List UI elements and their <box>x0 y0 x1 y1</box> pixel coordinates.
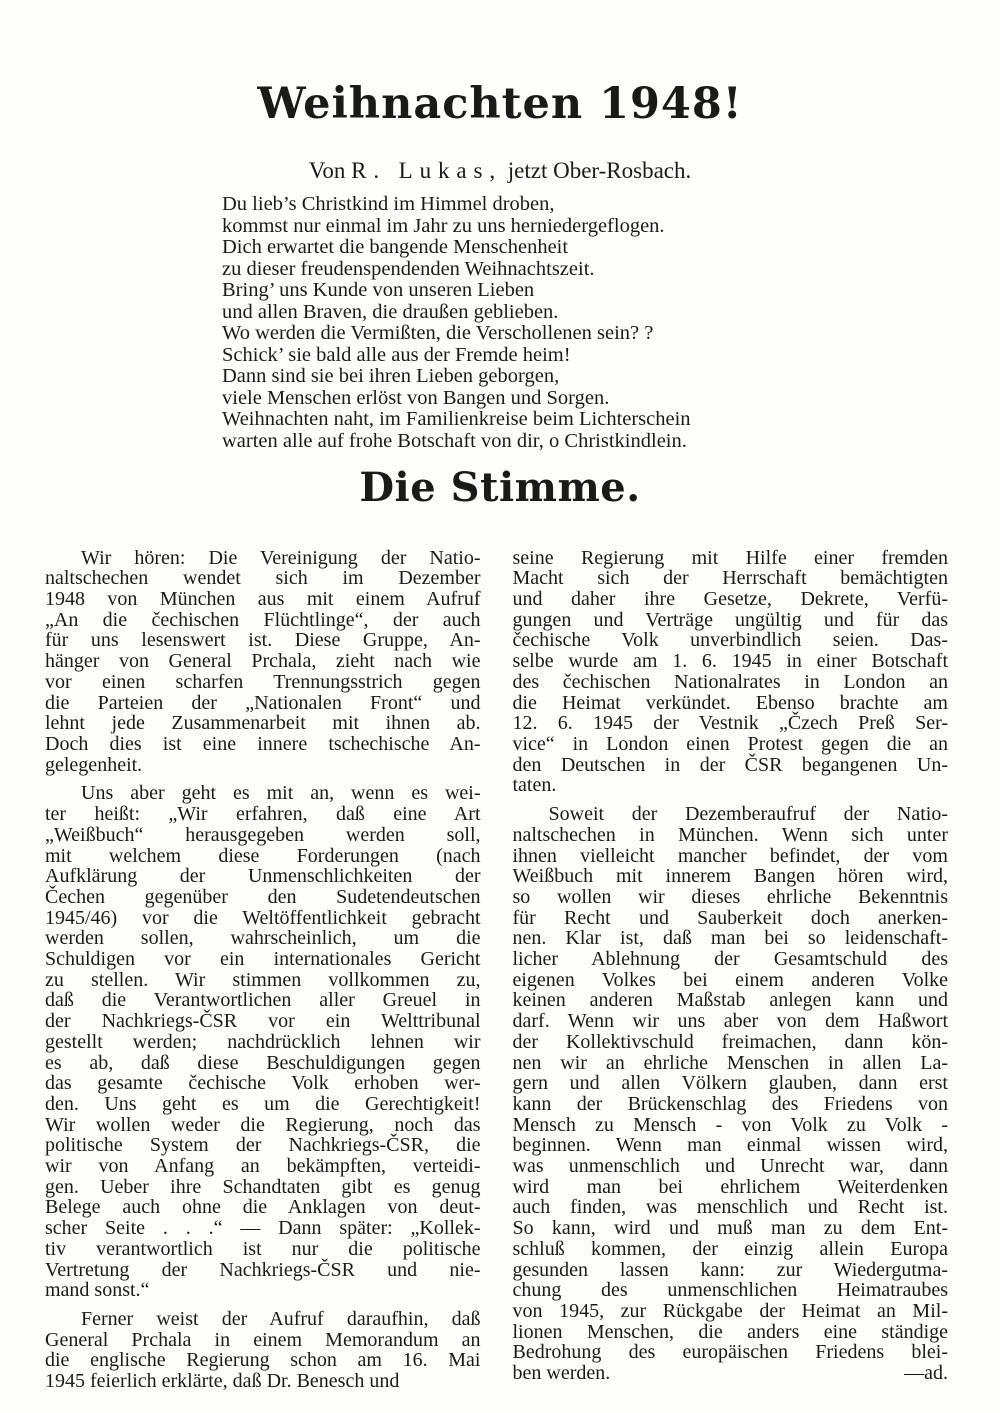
page-title: Weihnachten 1948! <box>257 78 743 129</box>
text-line: keinen anderen Maßstab anlegen kann und <box>512 989 948 1012</box>
poem-line: zu dieser freudenspendenden Weihnachtszeit. <box>222 257 595 280</box>
poem-line: kommst nur einmal im Jahr zu uns herniedergeflogen. <box>222 214 665 237</box>
text-line: Schuldigen vor ein internationales Gericht <box>45 948 481 971</box>
text-line: Aufklärung der Unmenschlichkeiten der <box>45 865 481 888</box>
text-line: chung des unmenschlichen Heimatraubes <box>512 1279 948 1302</box>
text-line: gen. Ueber ihre Schandtaten gibt es genug <box>45 1175 481 1198</box>
text-line: ihnen vielleicht mancher befindet, der vom <box>512 844 948 867</box>
text-line: schluß kommen, der einzig allein Europa <box>512 1237 948 1260</box>
text-line: 12. 6. 1945 der Vestnik „Čzech Preß Ser- <box>512 712 948 735</box>
text-line: Uns aber geht es mit an, wenn es wei- <box>81 782 481 805</box>
text-line: Bedrohung des europäischen Friedens blei- <box>512 1341 948 1364</box>
author-name: R. Lukas, <box>351 157 503 183</box>
text-line: Soweit der Dezemberaufruf der Natio- <box>548 803 948 826</box>
text-line: „An die čechischen Flüchtlinge“, der auch <box>45 608 481 631</box>
text-line: Doch dies ist eine innere tschechische An- <box>45 733 481 755</box>
text-line: vor einen scharfen Trennungsstrich gegen <box>45 670 481 693</box>
byline-prefix: Von <box>308 157 346 183</box>
text-line: lehnt jede Zusammenarbeit mit ihnen ab. <box>45 712 481 735</box>
text-line: der Nachkriegs-ČSR vor ein Welttribunal <box>45 1010 481 1033</box>
text-line: nen wir an ehrliche Menschen in allen La- <box>512 1051 948 1074</box>
poem-line: Weihnachten naht, im Familienkreise beim Lichterschein <box>222 408 691 431</box>
poem-line: Bring’ uns Kunde von unseren Lieben <box>222 279 535 302</box>
text-line: gern und allen Völkern glauben, dann erst <box>512 1072 948 1095</box>
byline <box>0 157 1000 185</box>
text-line: auch finden, was menschlich und Recht ist. <box>512 1196 948 1219</box>
text-line: ter heißt: „Wir erfahren, daß eine Art <box>45 803 481 826</box>
byline-suffix: jetzt Ober-Rosbach. <box>507 157 692 183</box>
column-left <box>45 548 481 1392</box>
text-line: Wir wollen weder die Regierung, noch das <box>45 1113 481 1136</box>
paragraph <box>45 548 481 776</box>
text-line <box>513 1363 949 1384</box>
text-line: Mensch zu Mensch - von Volk zu Volk - <box>512 1113 948 1136</box>
text-line: beginnen. Wenn man einmal wissen wird, <box>512 1134 948 1157</box>
text-line: für uns lesenswert ist. Diese Gruppe, An- <box>45 629 481 652</box>
text-line: lionen Menschen, die anders eine ständige <box>512 1320 948 1343</box>
text-line: für Recht und Sauberkeit doch anerken- <box>512 906 948 929</box>
text-line: Weißbuch mit innerem Bangen hören wird, <box>512 865 948 888</box>
text-line: nen. Klar ist, daß man bei so leidenschaft- <box>512 927 948 950</box>
paragraph <box>513 548 949 796</box>
text-line: gelegenheit. <box>45 753 143 776</box>
text-line: tiv verantwortlich ist nur die politische <box>45 1237 481 1260</box>
text-line: darf. Wenn wir uns aber von dem Haßwort <box>512 1010 948 1033</box>
poem-line: warten alle auf frohe Botschaft von dir, o Christkindlein. <box>222 429 687 452</box>
text-line: die Parteien der „Nationalen Front“ und <box>45 691 481 714</box>
text-line: Čechen gegenüber den Sudetendeutschen <box>45 885 481 908</box>
text-line-end: ben werden. <box>512 1362 611 1385</box>
text-line: von 1945, zur Rückgabe der Heimat an Mil- <box>512 1299 948 1322</box>
text-line: es ab, daß diese Beschuldigungen gegen <box>45 1051 481 1074</box>
paragraph <box>513 804 949 1384</box>
text-line: hänger von General Prchala, zieht nach wie <box>45 650 481 673</box>
poem-line: Du lieb’s Christkind im Himmel droben, <box>222 193 555 216</box>
text-line: der Kollektivschuld freimachen, dann kön- <box>512 1030 948 1053</box>
text-line: Vertretung der Nachkriegs-ČSR und nie- <box>45 1258 481 1281</box>
column-right <box>513 548 949 1392</box>
text-line: des čechischen Nationalrates in London an <box>512 670 948 693</box>
poem-line: und allen Braven, die draußen geblieben. <box>222 300 559 323</box>
author-signature: —ad. <box>904 1362 948 1385</box>
text-line: „Weißbuch“ herausgegeben werden soll, <box>45 823 481 846</box>
text-line: taten. <box>512 774 557 797</box>
text-line: Macht sich der Herrschaft bemächtigten <box>512 567 948 590</box>
text-line: naltschechen in München. Wenn sich unter <box>512 823 948 846</box>
text-line: So kann, wird und muß man zu dem Ent- <box>512 1217 948 1240</box>
text-line: politische System der Nachkriegs-ČSR, die <box>45 1134 481 1157</box>
text-line: 1948 von München aus mit einem Aufruf <box>45 588 481 611</box>
text-line: gungen und Verträge ungültig und für das <box>512 608 948 631</box>
text-line: gestellt werden; nachdrücklich lehnen wir <box>45 1030 481 1053</box>
text-line: seine Regierung mit Hilfe einer fremden <box>512 546 948 569</box>
text-line: die englische Regierung schon am 16. Mai <box>45 1349 481 1372</box>
text-line: selbe wurde am 1. 6. 1945 in einer Botschaft <box>512 650 948 673</box>
text-line: kann der Brückenschlag des Friedens von <box>512 1092 948 1115</box>
text-line: was unmenschlich und Unrecht war, dann <box>512 1155 948 1178</box>
poem-line: Dann sind sie bei ihren Lieben geborgen, <box>222 365 560 388</box>
text-line: den. Uns geht es um die Gerechtigkeit! <box>45 1092 481 1115</box>
text-line: wird man bei ehrlichem Weiterdenken <box>512 1175 948 1198</box>
text-line: mand sonst.“ <box>45 1279 150 1302</box>
text-line: čechische Volk unverbindlich seien. Das- <box>512 629 948 652</box>
text-line: General Prchala in einem Memorandum an <box>45 1328 481 1351</box>
text-line: zu stellen. Wir stimmen vollkommen zu, <box>45 968 481 991</box>
text-line: werden sollen, wahrscheinlich, um die <box>45 927 481 950</box>
text-line: 1945 feierlich erklärte, daß Dr. Benesch und <box>45 1370 400 1393</box>
text-line: daß die Verantwortlichen aller Greuel in <box>45 989 481 1012</box>
text-line: scher Seite . . .“ — Dann später: „Kollek- <box>45 1217 481 1240</box>
text-line: so wollen wir dieses ehrliche Bekenntnis <box>512 885 948 908</box>
article-body <box>45 548 948 1392</box>
paragraph <box>45 1309 481 1392</box>
text-line: und daher ihre Gesetze, Dekrete, Verfü- <box>512 588 948 611</box>
text-line: wir von Anfang an bekämpften, verteidi- <box>45 1155 481 1178</box>
text-line: 1945/46) vor die Weltöffentlichkeit gebracht <box>45 906 481 929</box>
poem-line: Schick’ sie bald alle aus der Fremde heim! <box>222 343 571 366</box>
text-line: das gesamte čechische Volk erhoben wer- <box>45 1072 481 1095</box>
text-line: Belege auch ohne die Anklagen von deut- <box>45 1196 481 1219</box>
text-line: mit welchem diese Forderungen (nach <box>45 844 481 867</box>
poem-block <box>222 194 1000 452</box>
text-line: licher Ablehnung der Gesamtschuld des <box>512 948 948 971</box>
text-line: eigenen Volkes bei einem anderen Volke <box>512 968 948 991</box>
text-line: gesunden lassen kann: zur Wiedergutma- <box>512 1258 948 1281</box>
poem-line: Wo werden die Vermißten, die Verschollenen sein? ? <box>222 322 654 345</box>
section-heading: Die Stimme. <box>359 464 641 512</box>
text-line: Ferner weist der Aufruf daraufhin, daß <box>81 1307 481 1330</box>
text-line: vice“ in London einen Protest gegen die an <box>512 733 948 755</box>
paragraph <box>45 783 481 1301</box>
poem-line: Dich erwartet die bangende Menschenheit <box>222 236 569 259</box>
text-line: Wir hören: Die Vereinigung der Natio- <box>81 546 481 569</box>
poem-line: viele Menschen erlöst von Bangen und Sorgen. <box>222 386 610 409</box>
text-line: die Heimat verkündet. Ebenso brachte am <box>512 691 948 714</box>
text-line: den Deutschen in der ČSR begangenen Un- <box>512 753 948 776</box>
text-line: naltschechen wendet sich im Dezember <box>45 567 481 590</box>
